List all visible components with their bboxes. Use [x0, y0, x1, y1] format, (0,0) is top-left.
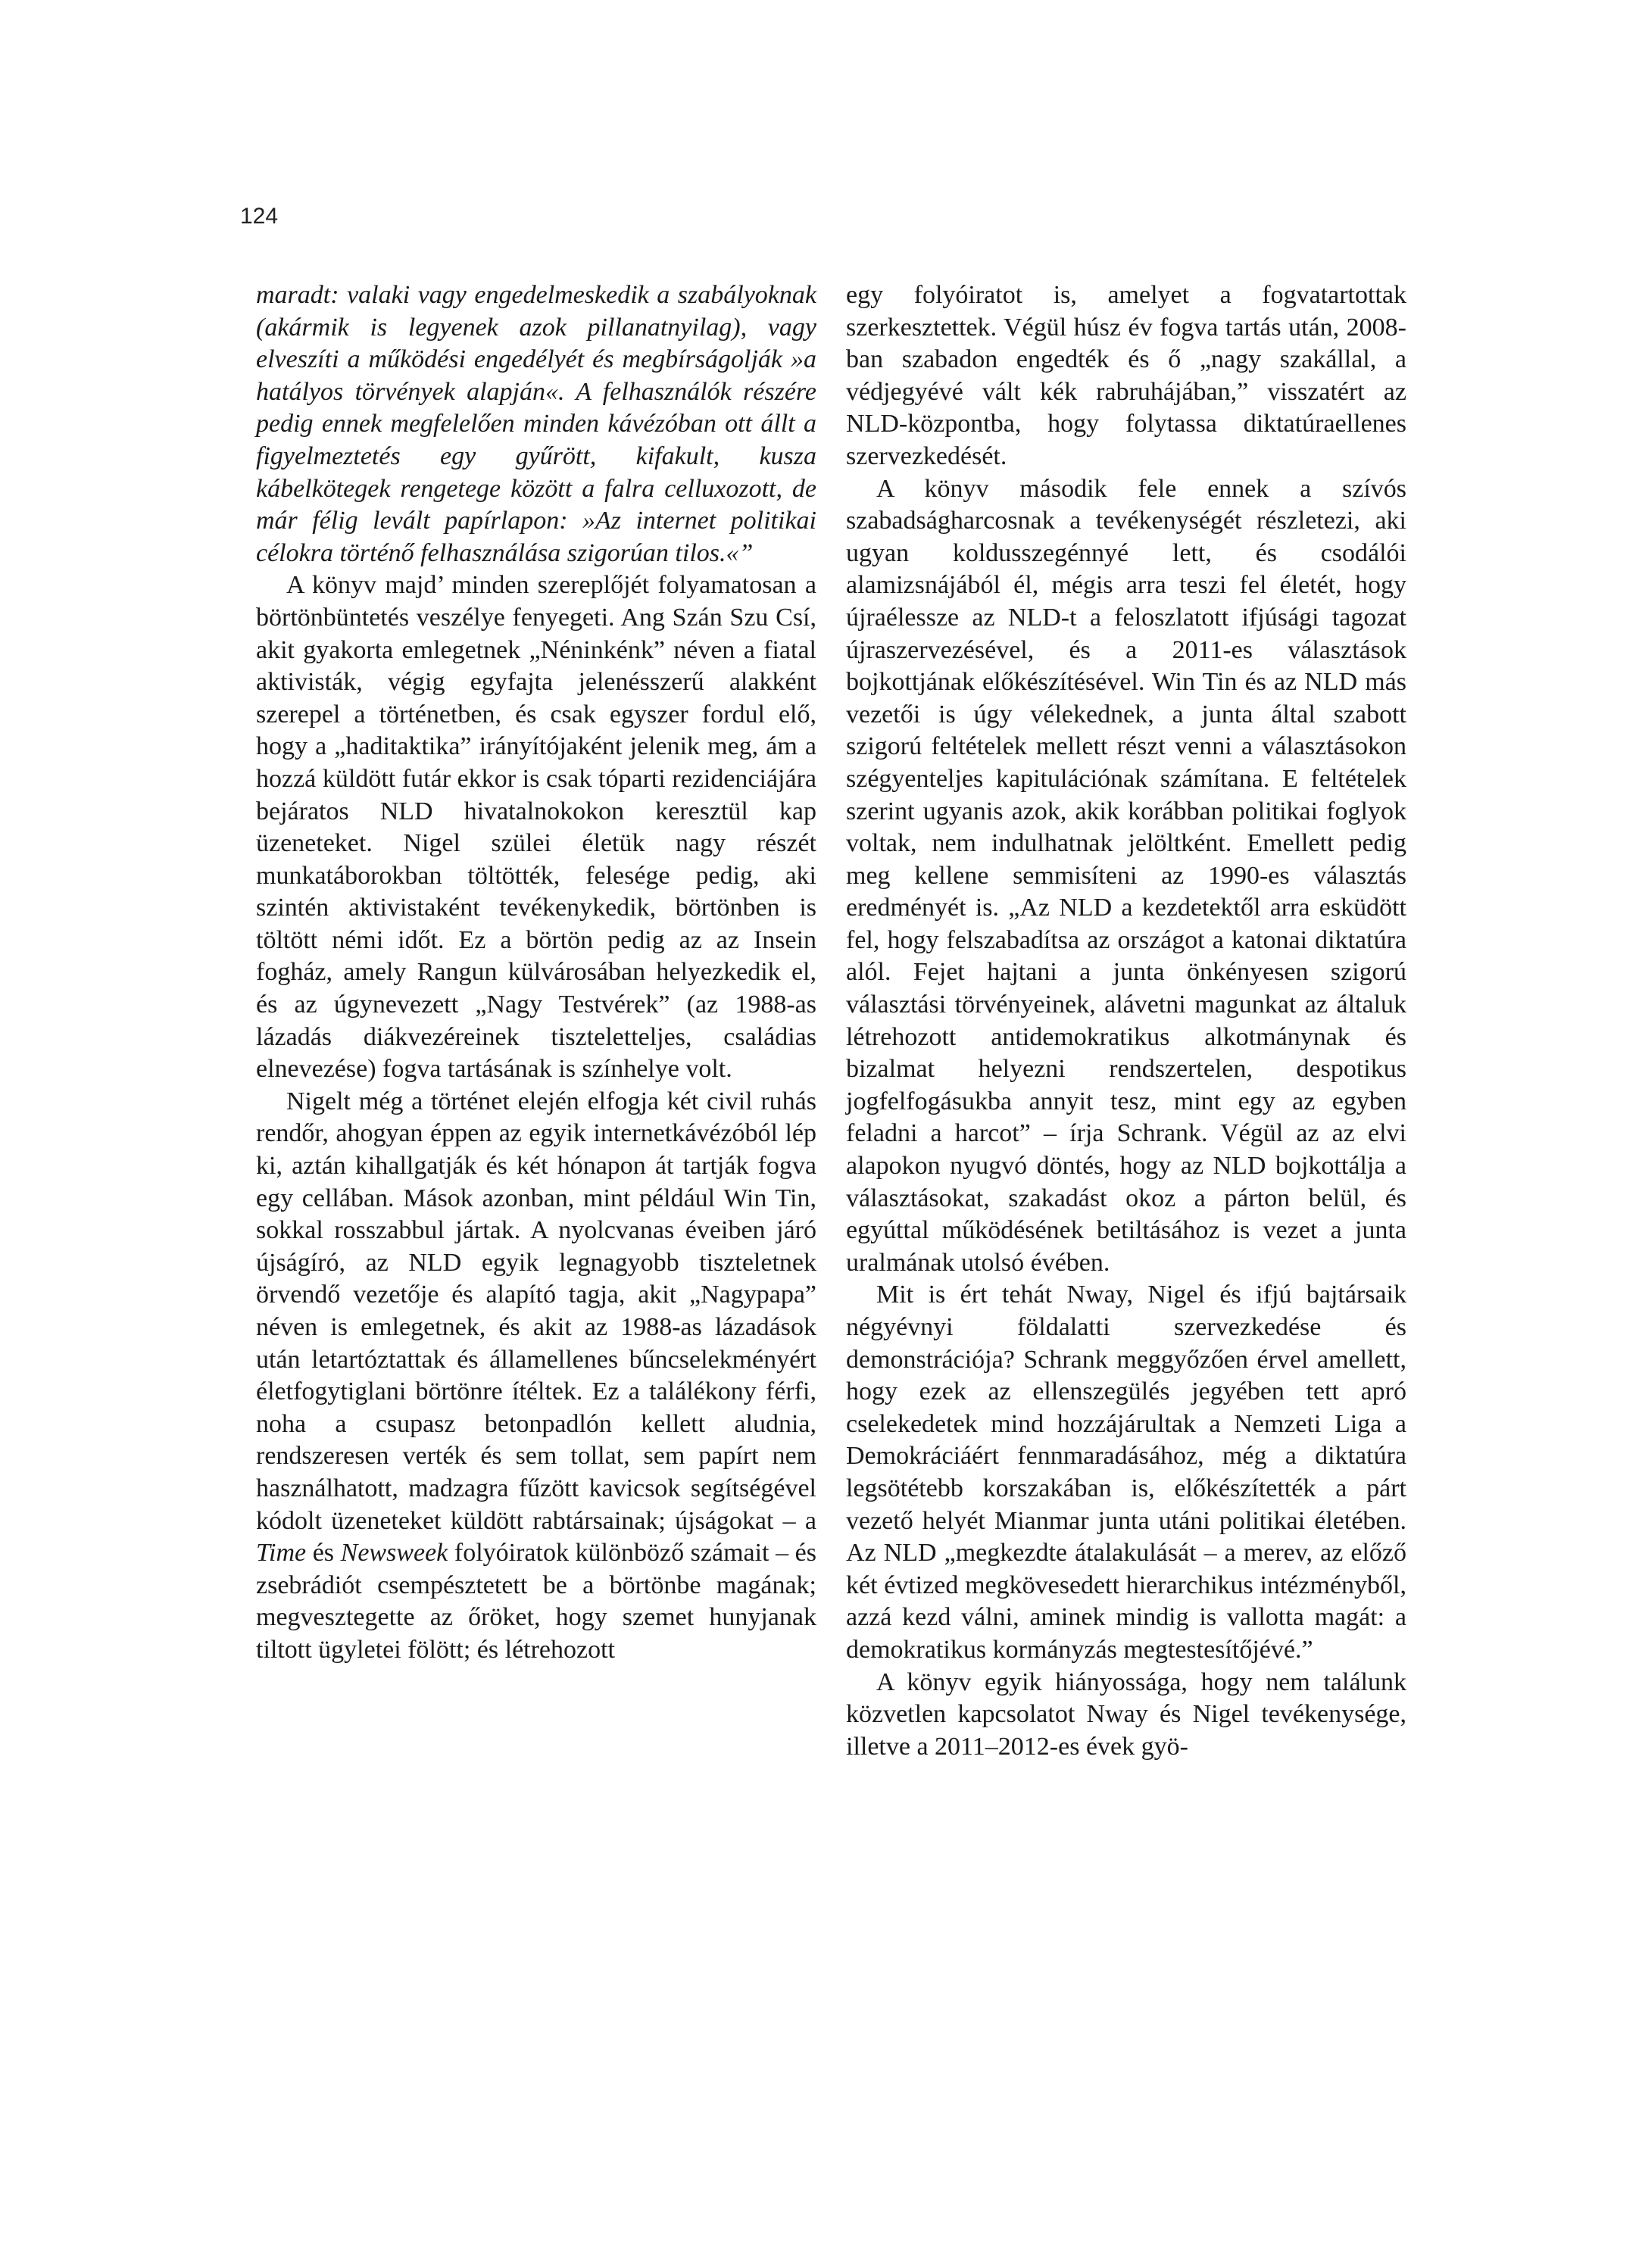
right-paragraph-1: egy folyóiratot is, amelyet a fogvatartottak szerkesztettek. Végül húsz év fogva tartás után, 2008-ban szabadon engedték és ő „nagy szakállal, a védjegyévé vált kék rabruhájában,” visszatért az NLD-központba, hogy folytassa diktatúraellenes szervezkedését. — [846, 281, 1406, 470]
right-paragraph-4: A könyv egyik hiányossága, hogy nem találunk közvetlen kapcsolatot Nway és Nigel tevékenysége, illetve a 2011–2012-es évek gyö- — [846, 1667, 1406, 1761]
left-paragraph-quote: maradt: valaki vagy engedelmeskedik a szabályoknak (akármik is legyenek azok pillanatnyilag), vagy elveszíti a működési engedélyét és megbírságolják »a hatályos törvények alapján«. A felhasználók részére pedig ennek megfelelően minden kávézóban ott állt a figyelmeztetés egy gyűrött, kifakult, kusza kábelkötegek rengetege között a falra celluxozott, de már félig levált papírlapon: »Az internet politikai célokra történő felhasználása szigorúan tilos.«” — [256, 281, 816, 567]
left-column — [256, 279, 816, 1667]
right-paragraph-2: A könyv második fele ennek a szívós szabadságharcosnak a tevékenységét részletezi, aki ugyan koldusszegénnyé lett, és csodálói alamizsnájából él, mégis arra teszi fel életét, hogy újraélessze az NLD-t a feloszlatott ifjúsági tagozat újraszervezésével, és a 2011-es választások bojkottjának előkészítésével. Win Tin és az NLD más vezetői is úgy vélekednek, a junta által szabott szigorú feltételek mellett részt venni a választásokon szégyenteljes kapitulációnak számítana. E feltételek szerint ugyanis azok, akik korábban politikai foglyok voltak, nem indulhatnak jelöltként. Emellett pedig meg kellene semmisíteni az 1990-es választás eredményét is. „Az NLD a kezdetektől arra esküdött fel, hogy felszabadítsa az országot a katonai diktatúra alól. Fejet hajtani a junta önkényesen szigorú választási törvényeinek, alávetni magunkat az általuk létrehozott antidemokratikus alkotmánynak és bizalmat helyezni rendszertelen, despotikus jogfelfogásukba annyit tesz, mint egy az egyben feladni a harcot” – írja Schrank. Végül az az elvi alapokon nyugvó döntés, hogy az NLD bojkottálja a választásokat, szakadást okoz a párton belül, és egyúttal működésének betiltásához is vezet a junta uralmának utolsó évében. — [846, 474, 1406, 1277]
left-paragraph-3-newsweek: Newsweek — [340, 1539, 448, 1568]
left-paragraph-3-text-a: Nigelt még a történet elején elfogja két civil ruhás rendőr, ahogyan éppen az egyik internetkávézóból lép ki, aztán kihallgatják és két hónapon át tartják fogva egy cellában. Mások azonban, mint például Win Tin, sokkal rosszabbul jártak. A nyolcvanas éveiben járó újságíró, az NLD egyik legnagyobb tiszteletnek örvendő vezetője és alapító tagja, akit „Nagypapa” néven is emlegetnek, és akit az 1988-as lázadások után letartóztattak és államellenes bűncselekményért életfogytiglani börtönre ítéltek. Ez a találékony férfi, noha a csupasz betonpadlón kellett aludnia, rendszeresen verték és sem tollat, sem papírt nem használhatott, madzagra fűzött kavicsok segítségével kódolt üzeneteket küldött rabtársainak; újságokat – a — [256, 1087, 816, 1535]
left-paragraph-3-text-b: és — [306, 1539, 341, 1568]
page-number: 124 — [240, 204, 279, 229]
left-paragraph-3-time: Time — [256, 1539, 307, 1568]
left-paragraph-2: A könyv majd’ minden szereplőjét folyamatosan a börtönbüntetés veszélye fenyegeti. Ang Szán Szu Csí, akit gyakorta emlegetnek „Néninkénk” néven a fiatal aktivisták, végig egyfajta jelenésszerű alakként szerepel a történetben, és csak egyszer fordul elő, hogy a „haditaktika” irányítójaként jelenik meg, ám a hozzá küldött futár ekkor is csak tóparti rezidenciájára bejáratos NLD hivatalnokokon keresztül kap üzeneteket. Nigel szülei életük nagy részét munkatáborokban töltötték, felesége pedig, aki szintén aktivistaként tevékenykedik, börtönben is töltött némi időt. Ez a börtön pedig az az Insein fogház, amely Rangun külvárosában helyezkedik el, és az úgynevezett „Nagy Testvérek” (az 1988-as lázadás diákvezéreinek tiszteletteljes, családias elnevezése) fogva tartásának is színhelye volt. — [256, 571, 816, 1084]
left-paragraph-3-text-c: folyóiratok különböző számait – és zsebrádiót csempésztetett be a börtönbe magának; megvesztegette az őröket, hogy szemet hunyjanak tiltott ügyletei fölött; és létrehozott — [256, 1539, 817, 1664]
left-paragraph-3 — [256, 1086, 816, 1667]
right-column — [846, 279, 1406, 1763]
right-paragraph-3: Mit is ért tehát Nway, Nigel és ifjú bajtársaik négyévnyi földalatti szervezkedése és demonstrációja? Schrank meggyőzően érvel amellett, hogy ezek az ellenszegülés jegyében tett apró cselekedetek mind hozzájárultak a Nemzeti Liga a Demokráciáért fennmaradásához, még a diktatúra legsötétebb korszakában is, előkészítették a párt vezető helyét Mianmar junta utáni politikai életében. Az NLD „megkezdte átalakulását – a merev, az előző két évtized megkövesedett hierarchikus intézményből, azzá kezd válni, aminek mindig is vallotta magát: a demokratikus kormányzás megtestesítőjévé.” — [846, 1281, 1406, 1664]
